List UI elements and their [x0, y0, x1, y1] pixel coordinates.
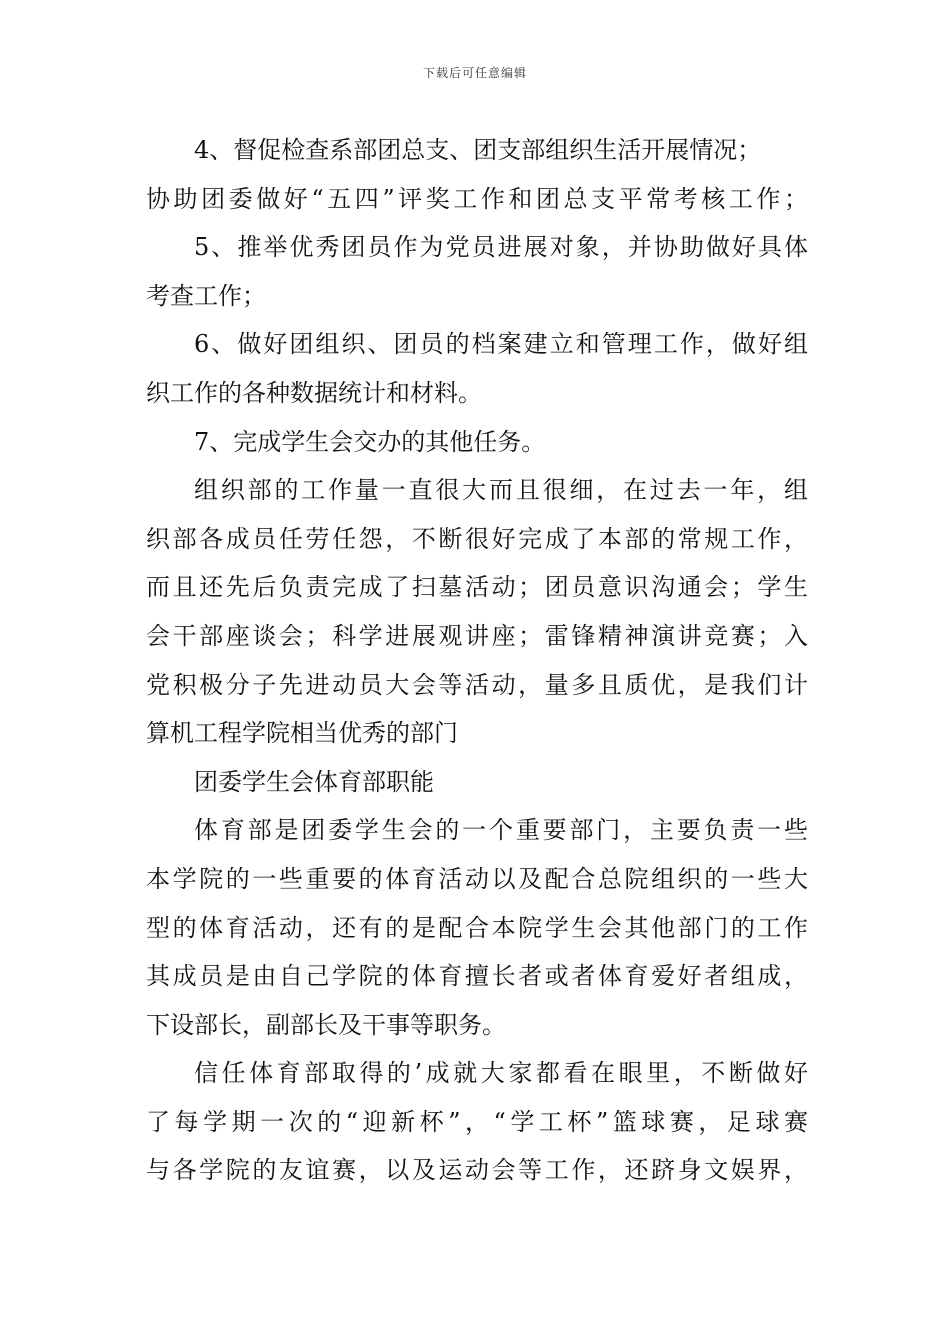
text-line: 型的体育活动，还有的是配合本院学生会其他部门的工作 — [146, 913, 808, 942]
document-body — [146, 126, 808, 1195]
text-line: 算机工程学院相当优秀的部门 — [146, 719, 458, 748]
text-line: 其成员是由自己学院的体育擅长者或者体育爱好者组成， — [146, 962, 808, 991]
text-line: 会干部座谈会；科学进展观讲座；雷锋精神演讲竞赛；入 — [146, 621, 808, 650]
text-line: 而且还先后负责完成了扫墓活动；团员意识沟通会；学生 — [146, 573, 808, 602]
text-line: 了每学期一次的“迎新杯”，“学工杯”篮球赛，足球赛 — [146, 1107, 808, 1136]
text-line: 5、推举优秀团员作为党员进展对象，并协助做好具体 — [194, 233, 808, 262]
section-heading: 团委学生会体育部职能 — [194, 767, 434, 796]
text-line: 下设部长，副部长及干事等职务。 — [146, 1010, 506, 1039]
text-line: 信任体育部取得的’成就大家都看在眼里，不断做好 — [194, 1059, 808, 1088]
text-line: 党积极分子先进动员大会等活动，量多且质优，是我们计 — [146, 670, 808, 699]
text-line: 织工作的各种数据统计和材料。 — [146, 378, 482, 407]
page-header: 下载后可任意编辑 — [422, 66, 527, 80]
text-line: 4、督促检查系部团总支、团支部组织生活开展情况； — [194, 136, 762, 164]
text-line: 体育部是团委学生会的一个重要部门，主要负责一些 — [194, 816, 808, 845]
text-line: 考查工作； — [146, 281, 266, 310]
text-line: 协助团委做好“五四”评奖工作和团总支平常考核工作； — [146, 184, 808, 213]
text-line: 本学院的一些重要的体育活动以及配合总院组织的一些大 — [146, 864, 808, 893]
text-line: 与各学院的友谊赛，以及运动会等工作，还跻身文娱界， — [146, 1156, 808, 1185]
text-line: 6、做好团组织、团员的档案建立和管理工作，做好组 — [194, 330, 808, 359]
text-line: 7、完成学生会交办的其他任务。 — [194, 427, 546, 456]
text-line: 组织部的工作量一直很大而且很细，在过去一年，组 — [194, 476, 808, 505]
text-line: 织部各成员任劳任怨，不断很好完成了本部的常规工作， — [146, 524, 808, 553]
